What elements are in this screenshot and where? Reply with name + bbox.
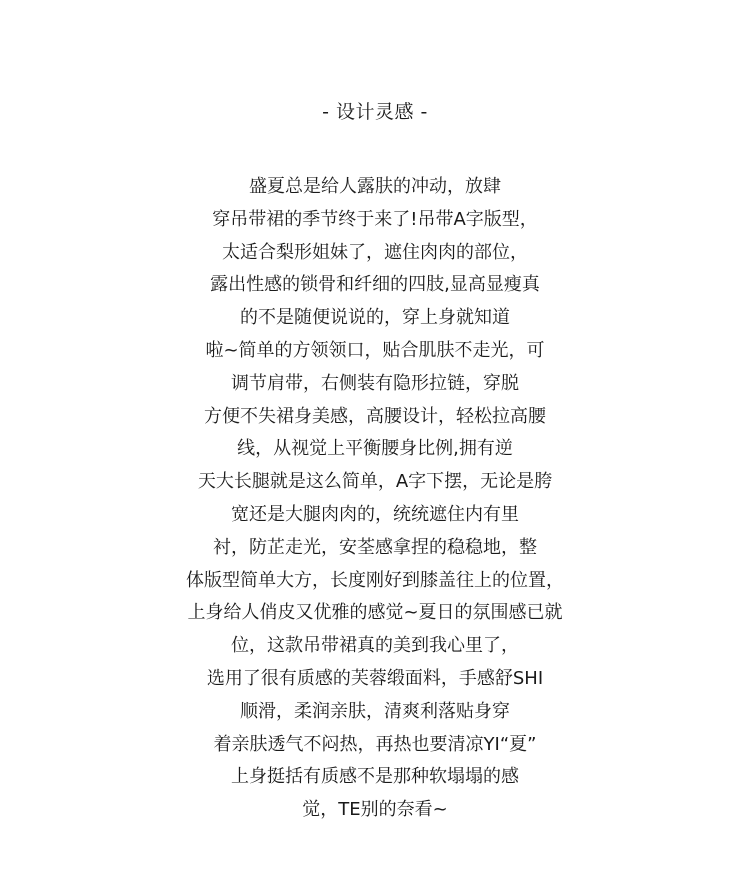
text-line: 选用了很有质感的芙蓉缎面料，手感舒SHI bbox=[206, 667, 544, 689]
text-line: 露出性感的锁骨和纤细的四肢,显高显瘦真 bbox=[210, 274, 540, 296]
text-line: 上身给人俏皮又优雅的感觉~夏日的氛围感已就 bbox=[187, 602, 563, 624]
section-title: - 设计灵感 - bbox=[322, 101, 428, 123]
text-line: 天大长腿就是这么简单，A字下摆，无论是胯 bbox=[197, 471, 553, 493]
text-line: 方便不失裙身美感，高腰设计，轻松拉高腰 bbox=[204, 405, 546, 427]
text-line: 衬，防芷走光，安荃感拿捏的稳稳地，整 bbox=[213, 536, 537, 558]
text-line: 宽还是大腿肉肉的，统统遮住内有里 bbox=[231, 503, 519, 525]
text-line: 的不是随便说说的，穿上身就知道 bbox=[240, 307, 510, 329]
text-line: 体版型简单大方，长度刚好到膝盖往上的位置， bbox=[186, 569, 564, 591]
text-line: 穿吊带裙的季节终于来了!吊带A字版型， bbox=[212, 208, 538, 230]
text-line: 线，从视觉上平衡腰身比例,拥有逆 bbox=[237, 438, 513, 460]
text-line: 太适合梨形姐妹了，遮住肉肉的部位， bbox=[222, 241, 528, 263]
text-line: 位，这款吊带裙真的美到我心里了， bbox=[231, 635, 519, 657]
text-line: 啦~简单的方领领口，贴合肌肤不走光，可 bbox=[205, 339, 545, 361]
text-line: 盛夏总是给人露肤的冲动，放肆 bbox=[249, 176, 501, 197]
text-line: 调节肩带，右侧装有隐形拉链，穿脱 bbox=[231, 372, 519, 394]
text-line: 顺滑，柔润亲肤，清爽利落贴身穿 bbox=[240, 700, 510, 722]
description-paragraph bbox=[0, 171, 750, 827]
text-line: 着亲肤透气不闷热，再热也要清凉YI“夏” bbox=[213, 733, 537, 755]
text-line: 觉，TE别的奈看~ bbox=[302, 799, 448, 821]
text-line: 上身挺括有质感不是那种软塌塌的感 bbox=[231, 766, 519, 788]
